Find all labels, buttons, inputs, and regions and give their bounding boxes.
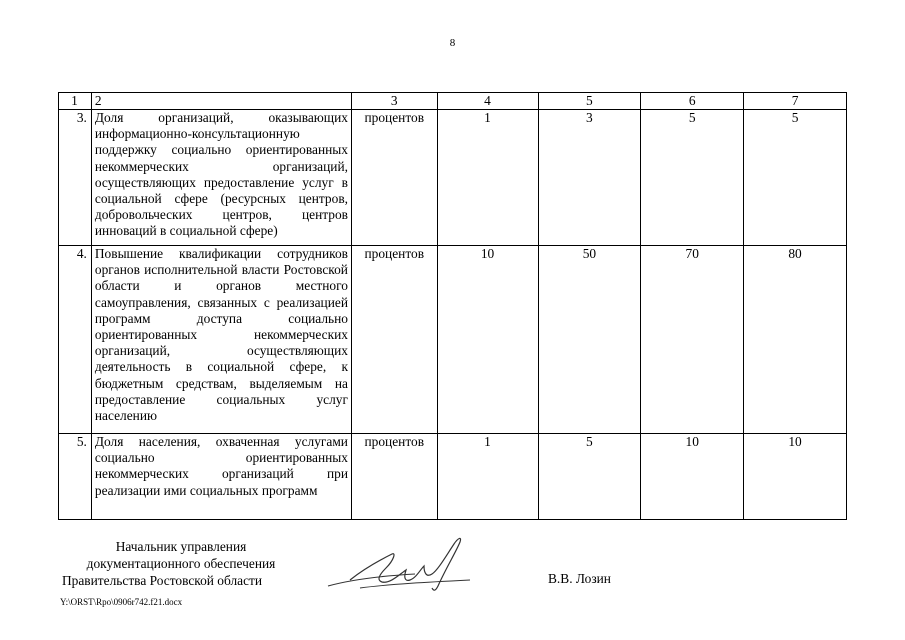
value-cell: 80 bbox=[744, 246, 847, 434]
value-cell: 1 bbox=[437, 434, 538, 520]
signer-title-line: Правительства Ростовской области bbox=[62, 573, 263, 588]
row-number: 5. bbox=[59, 434, 92, 520]
table-header-row bbox=[59, 93, 847, 110]
table-row bbox=[59, 110, 847, 246]
header-cell-4: 4 bbox=[437, 93, 538, 110]
page-number: 8 bbox=[449, 37, 456, 49]
table-row bbox=[59, 434, 847, 520]
header-cell-6: 6 bbox=[641, 93, 744, 110]
table-row bbox=[59, 246, 847, 434]
file-path: Y:\ORST\Rpo\0906r742.f21.docx bbox=[60, 597, 183, 607]
unit-cell: процентов bbox=[351, 434, 437, 520]
header-cell-2: 2 bbox=[91, 93, 351, 110]
indicator-name: Доля организаций, оказывающих информационно-консультационную поддержку социально ориентированных некоммерческих организаций, осуществляющих предоставление услуг в социальной сфере (ресурсных центров, добровольческих центров, центров инноваций в социальной сфере) bbox=[91, 110, 351, 246]
value-cell: 5 bbox=[538, 434, 641, 520]
value-cell: 3 bbox=[538, 110, 641, 246]
signer-title bbox=[56, 538, 306, 589]
handwritten-signature bbox=[320, 530, 480, 600]
unit-cell: процентов bbox=[351, 110, 437, 246]
indicators-table bbox=[58, 92, 847, 520]
header-cell-3: 3 bbox=[351, 93, 437, 110]
value-cell: 10 bbox=[437, 246, 538, 434]
signer-title-line: Начальник управления bbox=[115, 539, 247, 554]
value-cell: 10 bbox=[744, 434, 847, 520]
header-cell-7: 7 bbox=[744, 93, 847, 110]
header-cell-5: 5 bbox=[538, 93, 641, 110]
row-number: 3. bbox=[59, 110, 92, 246]
signer-name: В.В. Лозин bbox=[548, 571, 611, 586]
value-cell: 5 bbox=[744, 110, 847, 246]
value-cell: 1 bbox=[437, 110, 538, 246]
value-cell: 70 bbox=[641, 246, 744, 434]
unit-cell: процентов bbox=[351, 246, 437, 434]
value-cell: 50 bbox=[538, 246, 641, 434]
header-cell-1: 1 bbox=[59, 93, 92, 110]
indicator-name: Повышение квалификации сотрудников органов исполнительной власти Ростовской области и органов местного самоуправления, связанных с реализацией программ доступа социально ориентированных некоммерческих организаций, осуществляющих деятельность в социальной сфере, к бюджетным средствам, выделяемым на предоставление социальных услуг населению bbox=[91, 246, 351, 434]
indicator-name: Доля населения, охваченная услугами социально ориентированных некоммерческих организаций при реализации ими социальных программ bbox=[91, 434, 351, 520]
value-cell: 5 bbox=[641, 110, 744, 246]
signer-title-line: документационного обеспечения bbox=[86, 556, 276, 571]
row-number: 4. bbox=[59, 246, 92, 434]
value-cell: 10 bbox=[641, 434, 744, 520]
